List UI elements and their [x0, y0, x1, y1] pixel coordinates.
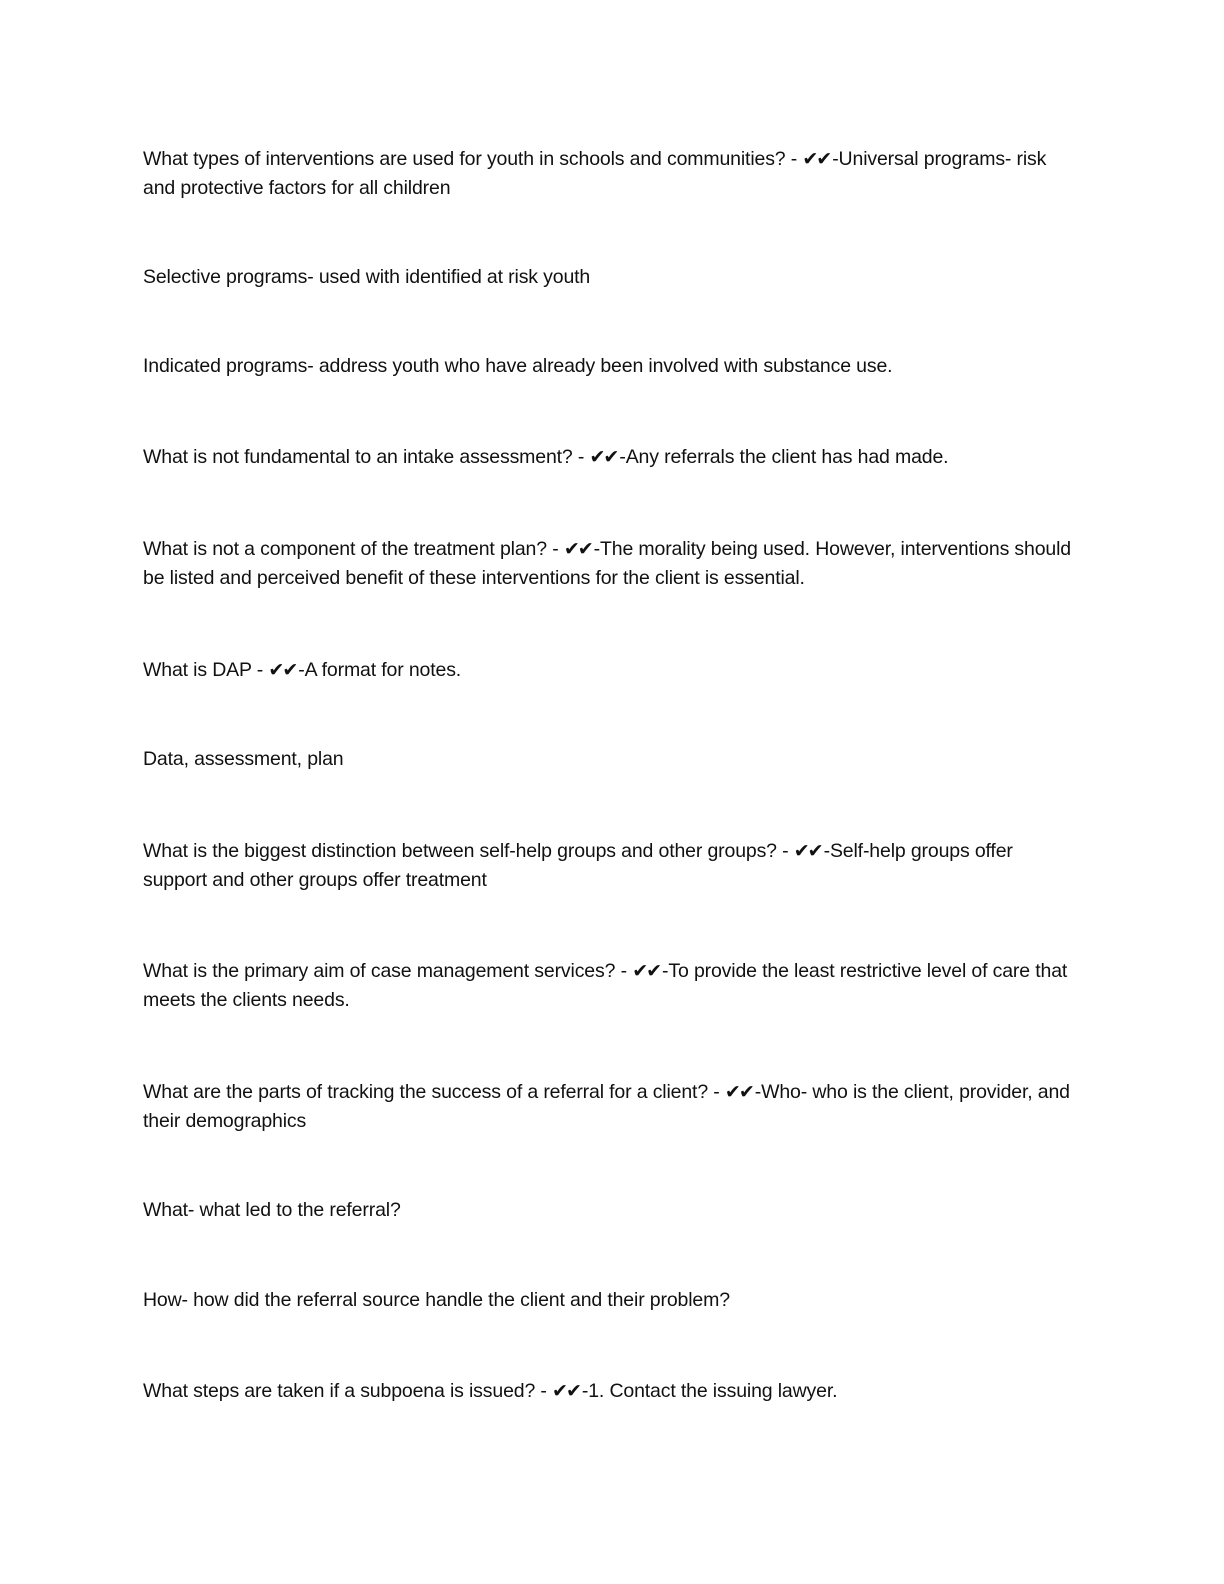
- question-text: What are the parts of tracking the success of a referral for a client? -: [143, 1081, 725, 1103]
- paragraph-how-referral: [143, 1286, 1078, 1315]
- paragraph-what-referral: [143, 1196, 1078, 1225]
- paragraph-selective-programs: [143, 263, 1078, 292]
- check-icon: ✔✔: [724, 1081, 753, 1103]
- answer-text: -Universal programs- risk and protective factors for all children: [143, 148, 1047, 199]
- answer-text: -Any referrals the client has had made.: [619, 446, 949, 468]
- answer-text: -To provide the least restrictive level of care that meets the clients needs.: [143, 960, 1068, 1011]
- question-text: What is the biggest distinction between self-help groups and other groups? -: [143, 840, 794, 862]
- answer-text: -1. Contact the issuing lawyer.: [581, 1380, 838, 1402]
- question-text: What is DAP -: [143, 659, 269, 681]
- question-text: What types of interventions are used for youth in schools and communities? -: [143, 148, 803, 170]
- paragraph-text: Selective programs- used with identified at risk youth: [143, 266, 591, 288]
- check-icon: ✔✔: [802, 148, 831, 170]
- answer-text: -A format for notes.: [298, 659, 462, 681]
- check-icon: ✔✔: [589, 446, 618, 468]
- paragraph-text: What- what led to the referral?: [143, 1199, 401, 1221]
- qa-interventions-youth: [143, 145, 1078, 203]
- qa-case-management: [143, 957, 1078, 1015]
- check-icon: ✔✔: [632, 960, 661, 982]
- check-icon: ✔✔: [268, 659, 297, 681]
- paragraph-indicated-programs: [143, 352, 1078, 381]
- qa-referral-tracking: [143, 1078, 1078, 1136]
- qa-subpoena: [143, 1377, 1078, 1406]
- qa-dap: [143, 656, 1078, 685]
- check-icon: ✔✔: [552, 1380, 580, 1402]
- paragraph-dap-definition: [143, 745, 1078, 774]
- question-text: What is not fundamental to an intake assessment? -: [143, 446, 590, 468]
- paragraph-text: Data, assessment, plan: [143, 748, 344, 770]
- answer-text: -Self-help groups offer support and other groups offer treatment: [143, 840, 1013, 891]
- check-icon: ✔✔: [563, 538, 592, 560]
- qa-self-help-groups: [143, 837, 1078, 895]
- paragraph-text: How- how did the referral source handle the client and their problem?: [143, 1289, 730, 1311]
- qa-intake-assessment: [143, 443, 1078, 472]
- answer-text: -The morality being used. However, interventions should be listed and perceived benefit of these interventions for the client is essential.: [143, 538, 1071, 589]
- question-text: What steps are taken if a subpoena is issued? -: [143, 1380, 553, 1402]
- question-text: What is the primary aim of case management services? -: [143, 960, 633, 982]
- paragraph-text: Indicated programs- address youth who have already been involved with substance use.: [143, 355, 893, 377]
- answer-text: -Who- who is the client, provider, and their demographics: [143, 1081, 1070, 1132]
- check-icon: ✔✔: [793, 840, 822, 862]
- question-text: What is not a component of the treatment plan? -: [143, 538, 564, 560]
- qa-treatment-plan: [143, 535, 1078, 593]
